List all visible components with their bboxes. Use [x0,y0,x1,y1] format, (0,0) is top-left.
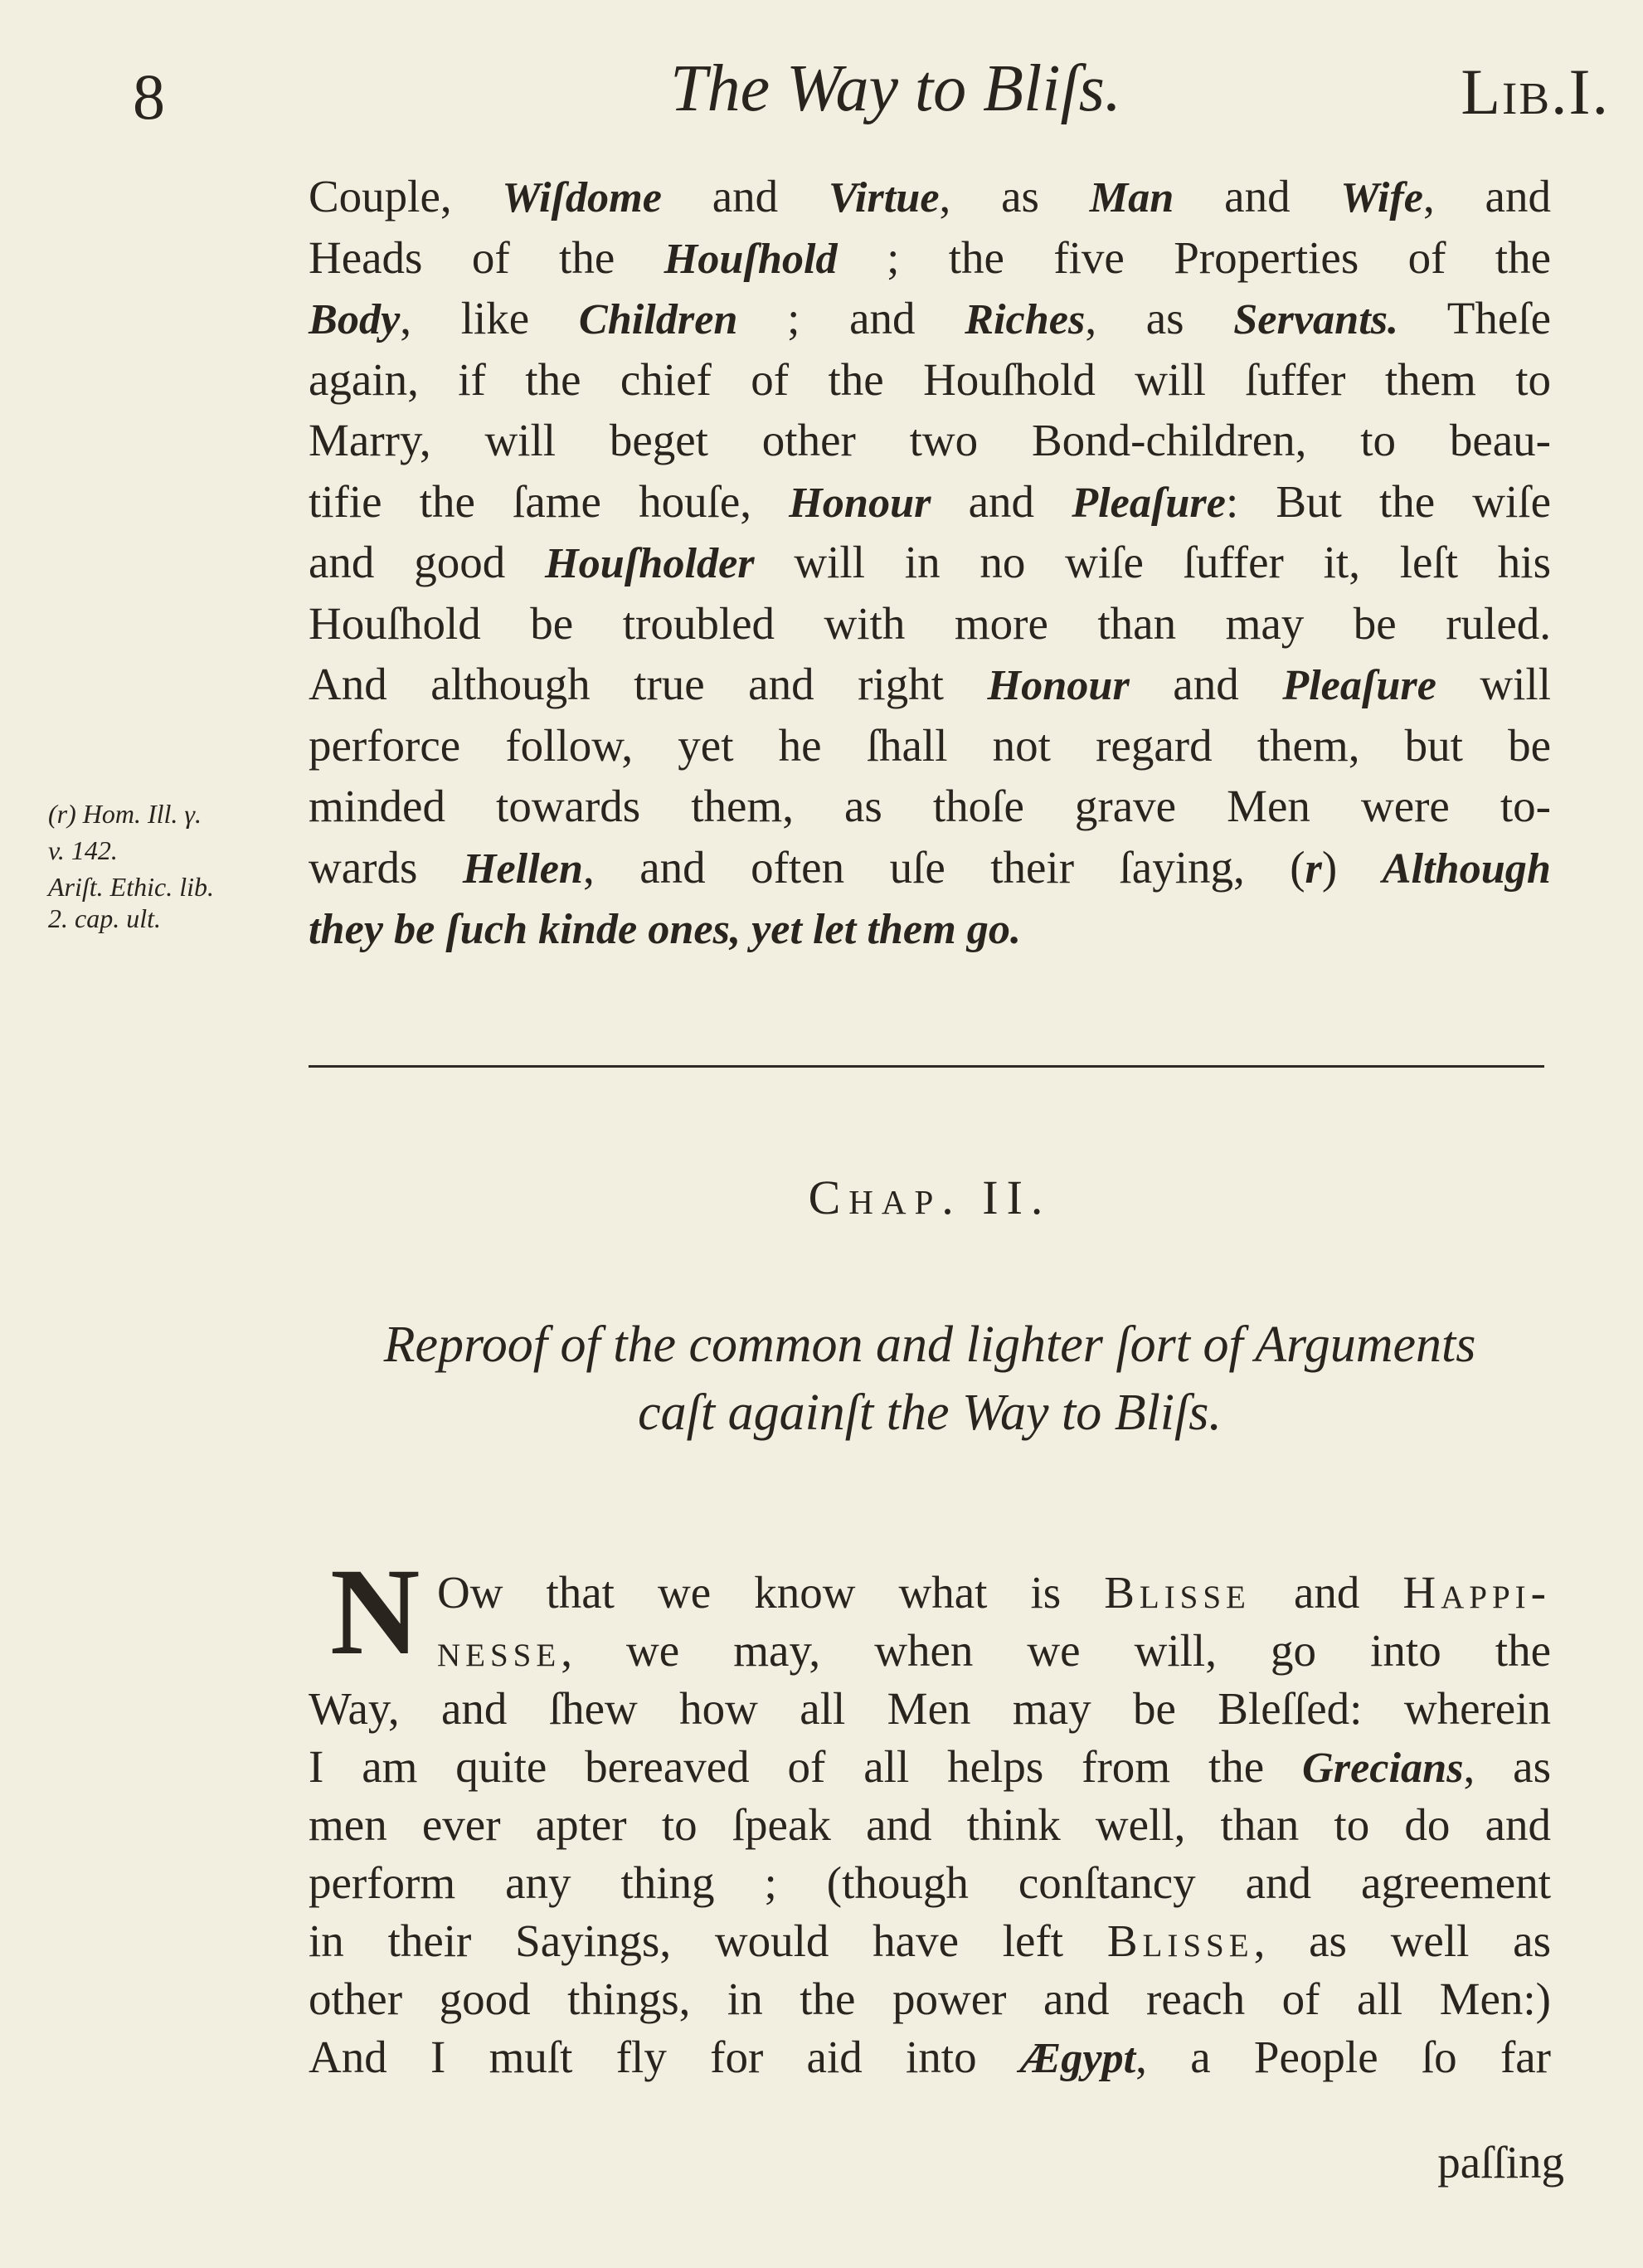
italic-text: Hellen [462,844,583,893]
text-segment: again, if the chief of the Houſhold will ſuffer them to [309,353,1551,405]
text-segment: And I muſt fly for aid into [309,2032,1020,2082]
text-segment: Theſe [1398,293,1551,343]
text-segment: ) [1321,841,1383,893]
chapter-subtitle-line: Reproof of the common and lighter ſort of Arguments [383,1317,1476,1373]
italic-text: Virtue [828,173,940,221]
italic-text: Pleaſure [1072,478,1226,527]
text-segment: minded towards them, as thoſe grave Men were to- [309,781,1551,831]
text-line [309,288,1551,349]
italic-text: Honour [789,478,931,527]
chapter-heading: Chap. II. [808,1171,1052,1224]
text-line [437,1564,1551,1622]
running-title: The Way to Bliſs. [670,52,1121,125]
chapter-subtitle [309,1311,1551,1447]
chapter-subtitle-line: caſt againſt the Way to Bliſs. [638,1385,1222,1441]
text-line [309,1796,1551,1854]
text-line [309,593,1551,655]
text-segment: , and often uſe their ſaying, ( [582,841,1305,893]
text-segment: and [1250,1567,1403,1618]
italic-text: Riches [965,295,1086,343]
text-line [309,349,1551,411]
text-line [309,1738,1551,1796]
text-segment: and good [309,537,546,587]
text-line [309,654,1551,715]
text-segment: , we may, when we will, go into the [561,1625,1551,1676]
margin-note: (r) Hom. Ill. γ. [48,799,202,829]
text-line [437,1622,1551,1680]
text-segment: in their Sayings, would have left [309,1915,1107,1966]
text-segment: And although true and right [309,659,988,709]
text-segment: : But the wiſe [1225,475,1551,527]
text-line [309,1680,1551,1738]
text-segment: and [1174,171,1341,221]
text-segment: Couple, [309,171,503,221]
italic-text: Pleaſure [1282,661,1436,709]
text-segment: , as well as [1253,1915,1552,1966]
text-segment: perform any thing ; (though conſtancy and agreement [309,1857,1551,1908]
margin-note: Ariſt. Ethic. lib. [48,872,214,902]
small-caps-text: Happi- [1402,1567,1551,1618]
text-line [309,532,1551,593]
text-segment: Marry, will beget other two Bond-children, to beau- [309,415,1551,465]
text-line [309,776,1551,837]
section-divider [309,1065,1544,1068]
text-segment: Houſhold be troubled with more than may be ruled. [309,597,1551,649]
drop-cap: N [330,1543,420,1681]
italic-text: Although [1382,844,1551,893]
italic-text: r [1305,844,1322,893]
text-segment: perforce follow, yet he ſhall not regard them, but be [309,719,1551,771]
italic-text: they be ſuch kinde ones, yet let them go. [309,905,1022,953]
text-segment: Way, and ſhew how all Men may be Bleſſed: wherein [309,1683,1551,1734]
book-number: Lib.I. [1461,56,1610,128]
chapter-paragraph [309,1564,1551,2086]
italic-text: Body [309,295,401,343]
page-number: 8 [133,61,165,133]
text-segment: Heads of the [309,231,664,283]
text-segment: will in no wiſe ſuffer it, leſt his [754,537,1551,587]
text-segment: , as [1463,1741,1551,1792]
text-segment: , as [939,171,1090,221]
text-segment: other good things, in the power and reach of all Men:) [309,1974,1551,2024]
text-segment: and [1129,659,1283,709]
text-line [309,227,1551,289]
text-line [309,1970,1551,2028]
text-segment: , a People ſo far [1135,2032,1552,2082]
italic-text: Wiſdome [502,173,662,221]
text-line [309,410,1551,471]
margin-note: v. 142. [48,835,118,865]
text-line [309,471,1551,533]
text-segment: and [931,475,1072,527]
text-segment: , as [1085,293,1234,343]
margin-notes [48,792,214,940]
italic-text: Houſholder [545,539,755,587]
italic-text: Wife [1340,173,1423,221]
catchword: paſſing [1437,2137,1564,2188]
text-segment: ; and [737,293,965,343]
margin-note: 2. cap. ult. [48,903,161,933]
italic-text: Servants. [1233,295,1399,343]
paragraph-continued [309,166,1551,959]
italic-text: Ægypt [1019,2034,1136,2082]
text-line [309,2028,1551,2086]
text-segment: Ow that we know what is [437,1567,1105,1618]
small-caps-text: Blisse [1104,1567,1251,1618]
text-line [309,898,1551,959]
text-segment: ; the five Properties of the [837,231,1551,283]
small-caps-text: Blisse [1106,1915,1254,1966]
text-line [309,715,1551,776]
italic-text: Houſhold [664,234,838,283]
text-segment: wards [309,841,463,893]
text-line [309,1912,1551,1970]
text-segment: and [661,171,829,221]
text-line [309,166,1551,227]
italic-text: Children [578,295,738,343]
text-segment: , like [400,293,579,343]
text-segment: will [1436,659,1551,709]
text-segment: , and [1423,171,1551,221]
italic-text: Man [1089,173,1174,221]
italic-text: Honour [987,661,1130,709]
text-line [309,837,1551,898]
text-segment: I am quite bereaved of all helps from the [309,1741,1303,1792]
text-segment: men ever apter to ſpeak and think well, than to do and [309,1799,1551,1850]
text-segment: tifie the ſame houſe, [309,475,790,527]
text-line [309,1854,1551,1912]
italic-text: Grecians [1302,1744,1464,1792]
small-caps-text: nesse [437,1625,561,1676]
